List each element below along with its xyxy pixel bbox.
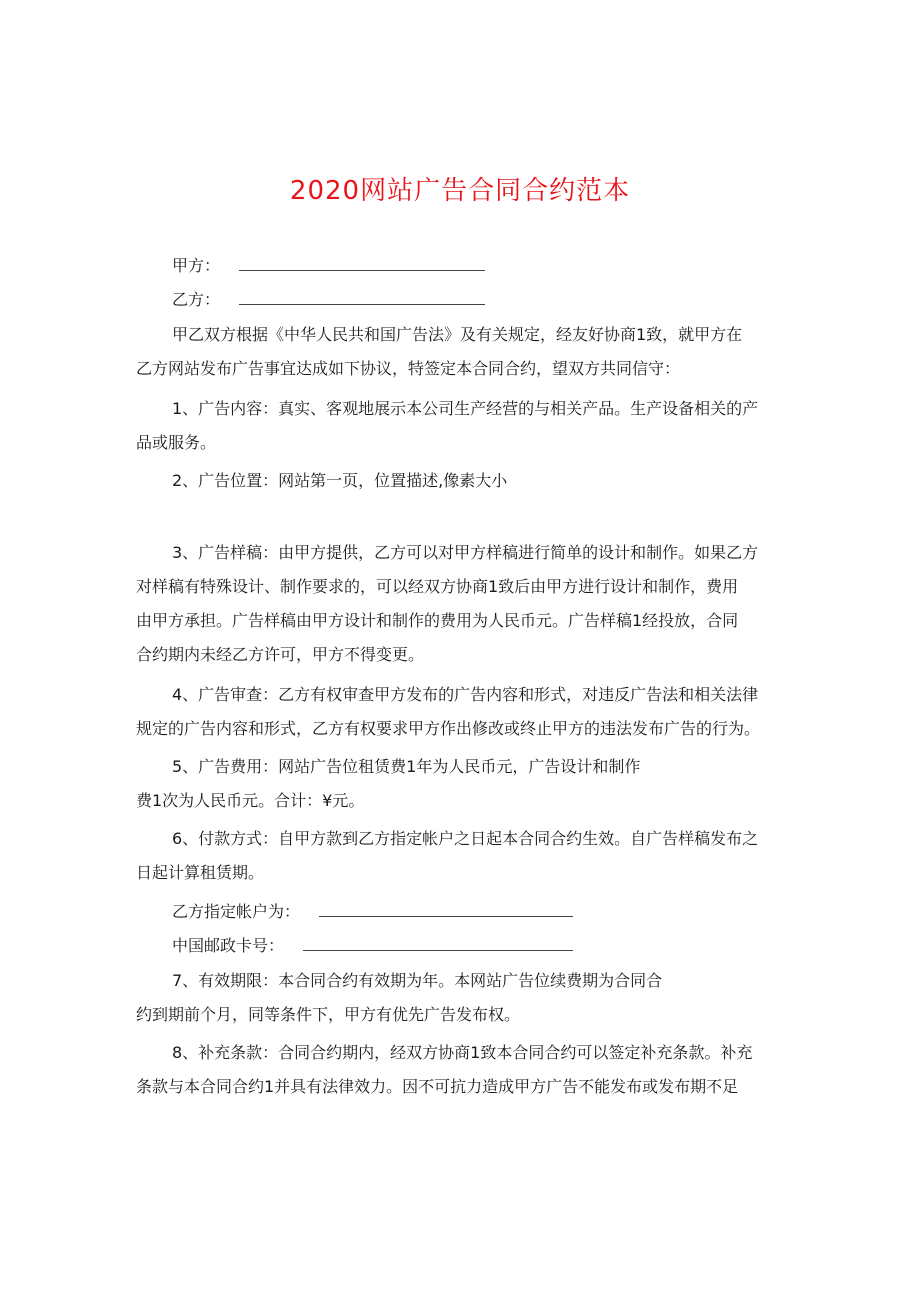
clause-line: 由甲方承担。广告样稿由甲方设计和制作的费用为人民币元。广告样稿1经投放，合同 [136, 611, 739, 630]
postal-blank [303, 936, 573, 951]
clause-line: 4、广告审查：乙方有权审查甲方发布的广告内容和形式，对违反广告法和相关法律 [172, 685, 759, 704]
document-title: 2020网站广告合同合约范本 [289, 176, 631, 206]
clause-line: 费1次为人民币元。合计：¥元。 [136, 791, 365, 810]
account-blank [319, 902, 573, 917]
clause-3 [136, 536, 796, 672]
clause-1 [136, 392, 796, 460]
account-line [172, 902, 573, 922]
clause-6 [136, 822, 796, 890]
party-a-blank [239, 256, 485, 271]
clause-5 [136, 750, 796, 818]
clause-line: 2、广告位置：网站第一页，位置描述,像素大小 [172, 471, 508, 490]
clause-line: 日起计算租赁期。 [136, 863, 265, 882]
intro-line: 乙方网站发布广告事宜达成如下协议，特签定本合同合约，望双方共同信守： [136, 359, 681, 378]
postal-label: 中国邮政卡号： [172, 936, 285, 955]
party-b-blank [239, 290, 485, 305]
clause-line: 对样稿有特殊设计、制作要求的，可以经双方协商1致后由甲方进行设计和制作，费用 [136, 577, 739, 596]
clause-line: 规定的广告内容和形式，乙方有权要求甲方作出修改或终止甲方的违法发布广告的行为。 [136, 719, 761, 738]
party-a-line [172, 256, 485, 276]
clause-line: 条款与本合同合约1并具有法律效力。因不可抗力造成甲方广告不能发布或发布期不足 [136, 1077, 739, 1096]
clause-4 [136, 678, 796, 746]
party-b-line [172, 290, 485, 310]
intro-line: 甲乙双方根据《中华人民共和国广告法》及有关规定，经友好协商1致，就甲方在 [172, 325, 743, 344]
account-label: 乙方指定帐户为： [172, 902, 301, 921]
clause-line: 5、广告费用：网站广告位租赁费1年为人民币元，广告设计和制作 [172, 757, 641, 776]
clause-line: 品或服务。 [136, 433, 217, 452]
intro-paragraph [136, 318, 796, 386]
party-a-label: 甲方： [172, 256, 221, 275]
clause-2 [136, 464, 796, 498]
clause-line: 3、广告样稿：由甲方提供，乙方可以对甲方样稿进行简单的设计和制作。如果乙方 [172, 543, 759, 562]
clause-line: 7、有效期限：本合同合约有效期为年。本网站广告位续费期为合同合 [172, 971, 663, 990]
clause-7 [136, 964, 796, 1032]
clause-line: 约到期前个月，同等条件下，甲方有优先广告发布权。 [136, 1005, 521, 1024]
clause-line: 8、补充条款：合同合约期内，经双方协商1致本合同合约可以签定补充条款。补充 [172, 1043, 753, 1062]
clause-line: 6、付款方式：自甲方款到乙方指定帐户之日起本合同合约生效。自广告样稿发布之 [172, 829, 759, 848]
clause-line: 1、广告内容：真实、客观地展示本公司生产经营的与相关产品。生产设备相关的产 [172, 399, 759, 418]
party-b-label: 乙方： [172, 290, 221, 309]
clause-line: 合约期内未经乙方许可，甲方不得变更。 [136, 645, 425, 664]
postal-line [172, 936, 573, 956]
clause-8 [136, 1036, 796, 1104]
